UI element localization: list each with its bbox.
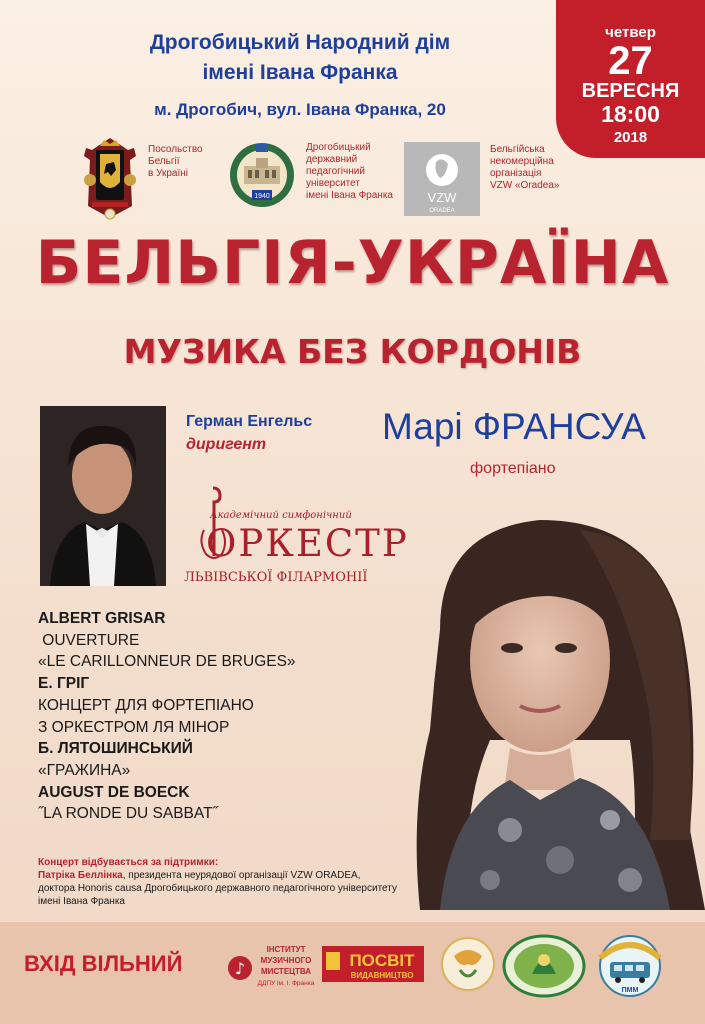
partner-embassy-line2: Бельгії [148,156,180,167]
support-note [38,856,398,908]
support-line1-rest: , президента неурядової організації VZW ORADEA, [122,870,361,881]
university-emblem-year: 1940 [254,193,270,200]
bus-emblem-text: ПММ [621,987,639,994]
green-emblem-icon [502,934,586,998]
partner-vzw-label [490,144,559,192]
orchestra-line3: ЛЬВІВСЬКОЇ ФІЛАРМОНІЇ [184,570,368,585]
poster-subtitle: МУЗИКА БЕЗ КОРДОНІВ [123,332,582,371]
program-composer-lyatoshynsky: Б. ЛЯТОШИНСЬКИЙ [38,740,193,758]
poster-title: БЕЛЬГІЯ-УКРАЇНА [35,228,670,298]
venue-name-line1: Дрогобицький Народний дім [149,31,451,54]
bus-emblem-icon [592,932,668,1000]
partner-vzw-line3: організація [490,168,542,179]
date-year: 2018 [613,129,648,146]
program-work-line: ˝LA RONDE DU SABBAT˝ [38,805,218,823]
institute-line1: ІНСТИТУТ [266,945,306,954]
posvit-publisher-logo-icon [322,944,424,984]
soloist-role: фортепіано [470,460,556,477]
soloist-photo [400,510,705,910]
partner-university-line3: педагогічний [306,166,365,177]
conductor-role: диригент [186,436,267,453]
program-composer-grieg: Е. ГРІГ [38,675,90,693]
support-sponsor-name: Патріка Беллінка [38,870,123,881]
posvit-name: ПОСВІТ [349,951,415,970]
institute-line4: ДДПУ ім. І. Франка [257,980,315,987]
orchestra-line1: Академічний симфонічний [210,510,352,521]
date-weekday: четвер [605,24,656,41]
partner-embassy-line3: в Україні [148,168,189,179]
date-month: ВЕРЕСНЯ [581,80,680,102]
vzw-logo-text: VZW [427,190,457,205]
program-work-line: «ГРАЖИНА» [38,761,131,779]
partner-university-line5: імені Івана Франка [306,190,393,201]
vzw-oradea-logo-icon [404,142,480,216]
partner-university-line1: Дрогобицький [306,142,371,153]
venue-name-line2: імені Івана Франка [202,61,398,84]
partner-vzw-line4: VZW «Oradea» [490,180,560,191]
free-entry-label: ВХІД ВІЛЬНИЙ [24,951,183,976]
university-emblem-icon [228,140,296,210]
institute-line2: МУЗИЧНОГО [260,956,312,965]
program-work-line: КОНЦЕРТ ДЛЯ ФОРТЕПІАНО [38,696,254,714]
program-work-line: «LE CARILLONNEUR DE BRUGES» [38,653,296,671]
posvit-subtitle: ВИДАВНИЦТВО [350,971,414,980]
date-badge [556,0,705,158]
soloist-name: Марі ФРАНСУА [382,406,646,447]
date-day: 27 [608,39,653,83]
svg-text:♪: ♪ [234,959,246,978]
partner-embassy-line1: Посольство [148,144,203,155]
partner-vzw-line1: Бельгійська [490,144,545,155]
conductor-photo [40,406,166,586]
program-work-line: З ОРКЕСТРОМ ЛЯ МІНОР [38,718,230,736]
partner-embassy-label [148,144,203,180]
support-line3: імені Івана Франка [38,896,125,907]
theatre-emblem-icon [440,934,496,994]
program-composer-de-boeck: AUGUST DE BOECK [38,783,190,801]
partner-university-label [306,142,393,202]
vzw-logo-subtext: ORADEA [429,208,455,214]
belgium-coat-of-arms-icon [78,136,142,222]
orchestra-logo [182,486,409,596]
support-heading: Концерт відбувається за підтримки: [38,857,219,868]
partner-university-line4: університет [306,178,360,189]
program-work-line: OUVERTURE [38,631,140,649]
partner-vzw-line2: некомерційна [490,156,554,167]
support-line2: доктора Honoris causa Дрогобицького державного педагогічного університету [38,883,397,894]
partner-university-line2: державний [306,154,358,165]
date-time: 18:00 [601,101,660,127]
conductor-name: Герман Енгельс [186,413,313,430]
support-line1 [38,869,398,882]
orchestra-line2: ОРКЕСТР [206,522,409,565]
venue-address: м. Дрогобич, вул. Івана Франка, 20 [154,100,446,119]
institute-line3: МИСТЕЦТВА [260,967,312,976]
music-institute-logo-icon [226,938,322,998]
program-list [38,608,398,825]
program-composer-grisar: ALBERT GRISAR [38,610,166,627]
